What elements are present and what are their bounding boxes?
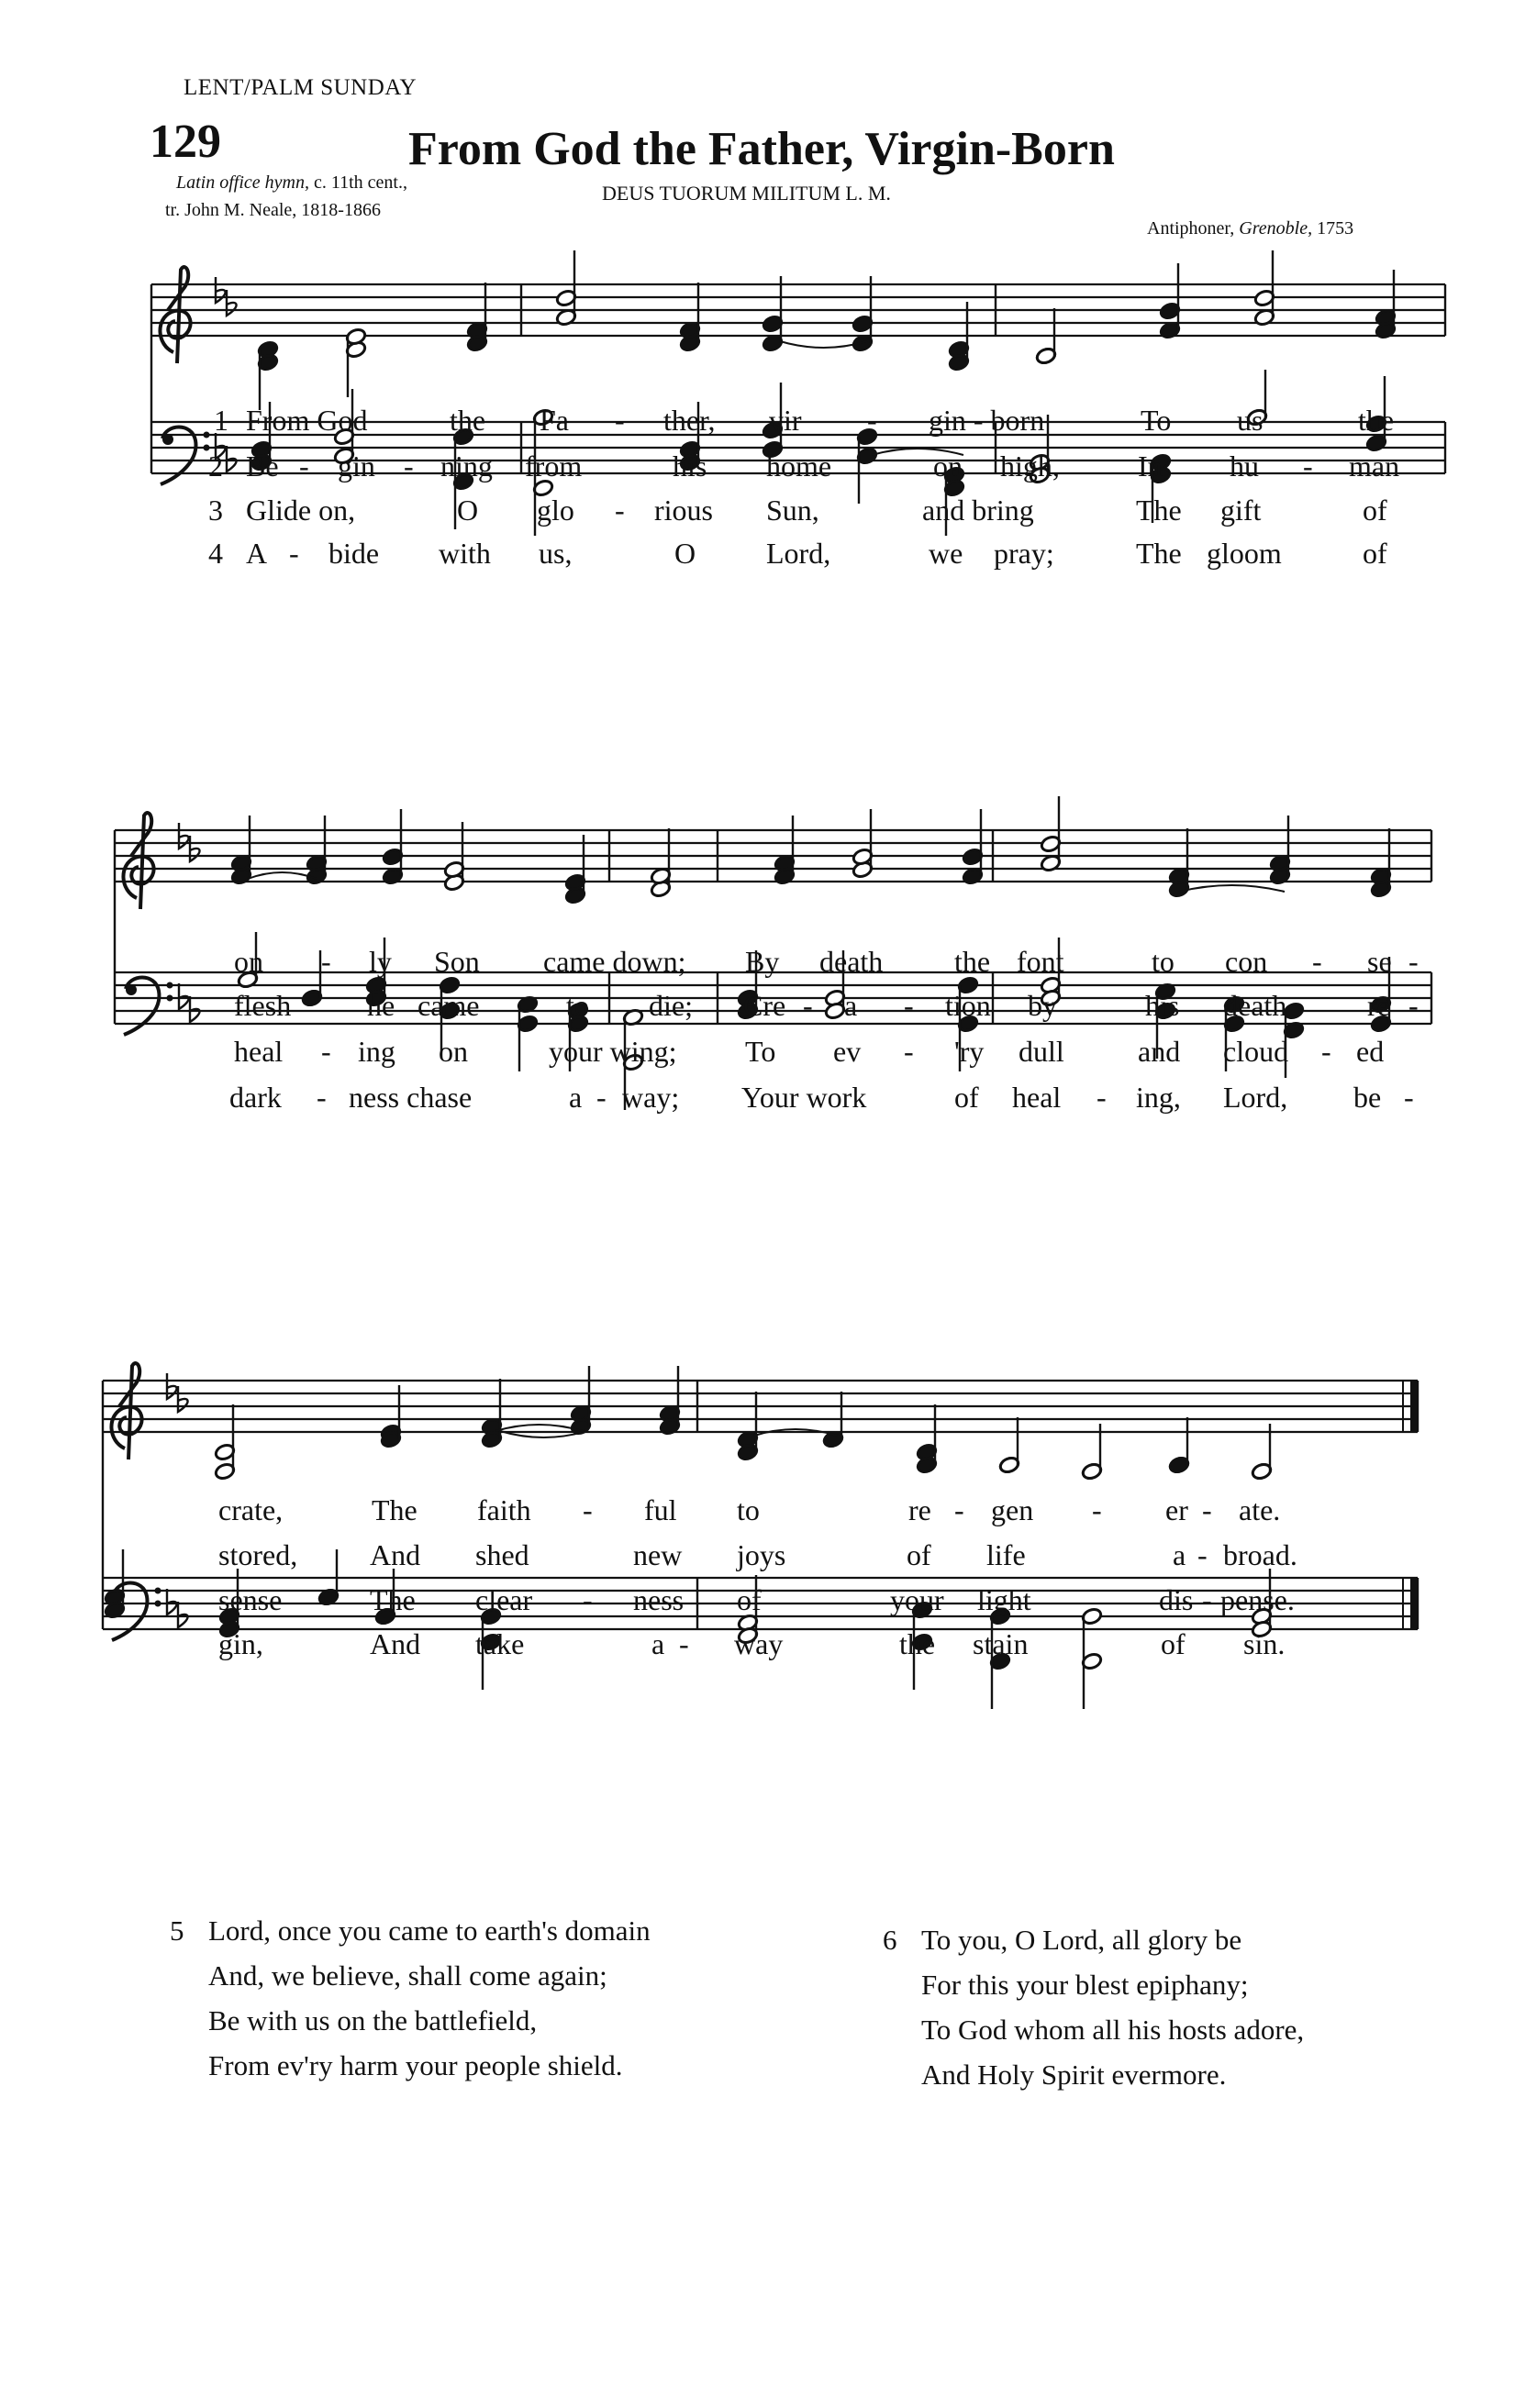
lyric-syllable: sin.	[1243, 1627, 1286, 1660]
lyric-syllable: tion	[945, 989, 991, 1022]
stanza-line: And, we believe, shall come again;	[208, 1959, 607, 1992]
stanza-5	[170, 1908, 651, 2088]
lyric-syllable: ful	[644, 1493, 677, 1526]
lyric-syllable: on	[439, 1035, 468, 1068]
lyric-syllable: ther,	[663, 404, 716, 437]
music-source-prefix: Antiphoner,	[1147, 218, 1240, 239]
lyric-syllable: of	[954, 1081, 979, 1114]
lyric-syllable: In	[1138, 449, 1163, 483]
lyric-syllable: shed	[475, 1538, 529, 1571]
lyric-syllable: The	[1136, 494, 1182, 527]
lyric-syllable: -	[1202, 1583, 1212, 1616]
stanza-6	[883, 1917, 1304, 2097]
music-source-place: Grenoble,	[1239, 218, 1313, 239]
lyric-syllable: way	[734, 1627, 784, 1660]
lyric-syllable: hu	[1230, 449, 1259, 483]
stanza-number: 6	[883, 1924, 897, 1956]
stanza-line: For this your blest epiphany;	[921, 1969, 1249, 2001]
lyric-syllable: glo	[537, 494, 574, 527]
lyric-syllable: to	[566, 989, 589, 1022]
lyric-syllable: -	[321, 945, 331, 978]
tie	[1179, 885, 1285, 892]
stanza-line: Be with us on the battlefield,	[208, 2004, 538, 2036]
lyric-syllable: -	[1092, 1493, 1102, 1526]
lyric-syllable: ning	[440, 449, 493, 483]
lyric-syllable: we	[929, 537, 963, 570]
lyric-syllable: way;	[622, 1081, 680, 1114]
lyric-syllable: stored,	[218, 1538, 298, 1571]
lyric-syllable: -	[583, 1583, 593, 1616]
stanza-line: To God whom all his hosts adore,	[921, 2014, 1305, 2046]
treble-clef	[160, 267, 190, 363]
lyric-syllable: -	[867, 404, 877, 437]
treble-clef	[123, 813, 153, 909]
lyric-syllable: 3	[208, 494, 223, 527]
final-barline	[1410, 1381, 1417, 1432]
lyric-syllable: -	[1408, 945, 1419, 978]
lyric-syllable: his	[1145, 989, 1180, 1022]
lyric-syllable: -	[904, 989, 914, 1022]
lyric-syllable: pray;	[994, 537, 1054, 570]
lyric-syllable: ness	[633, 1583, 685, 1616]
lyric-syllable: -	[321, 1035, 331, 1068]
lyric-syllable: -	[1312, 945, 1322, 978]
lyric-syllable: of	[1161, 1627, 1186, 1660]
lyric-syllable: 2	[208, 449, 223, 483]
lyric-syllable: ness chase	[349, 1081, 473, 1114]
lyric-syllable: O	[457, 494, 479, 527]
lyric-syllable: the	[899, 1627, 936, 1660]
translator-credit: tr. John M. Neale, 1818-1866	[165, 200, 381, 220]
lyric-syllable: stain	[973, 1627, 1029, 1660]
lyric-syllable: ev	[833, 1035, 862, 1068]
lyric-syllable: the	[450, 404, 486, 437]
stanza-line: From ev'ry harm your people shield.	[208, 2049, 623, 2081]
lyric-syllable: gin	[338, 449, 375, 483]
lyric-syllable: 'ry	[954, 1035, 985, 1068]
flat-sign	[216, 277, 226, 303]
lyric-syllable: of	[1363, 494, 1387, 527]
lyric-syllable: from	[525, 449, 583, 483]
lyric-syllable: Son	[434, 945, 480, 978]
lyric-syllable: -	[954, 1493, 964, 1526]
stanza-line: 5 Lord, once you came to earth's domain	[170, 1908, 651, 1953]
lyric-syllable: -	[1197, 1538, 1208, 1571]
lyric-syllable: flesh	[234, 989, 292, 1022]
lyric-syllable: 1	[214, 404, 228, 437]
lyric-syllable: a	[651, 1627, 665, 1660]
lyric-syllable: -	[1321, 1035, 1331, 1068]
lyric-syllable: be	[1353, 1081, 1382, 1114]
lyric-syllable: the	[1358, 404, 1395, 437]
lyric-syllable: The	[370, 1583, 416, 1616]
lyric-syllable: of	[1363, 537, 1387, 570]
stanza-number: 5	[170, 1914, 184, 1947]
text-source-date: c. 11th cent.,	[308, 172, 407, 193]
lyric-syllable: -	[317, 1081, 327, 1114]
stanza-line: 6 To you, O Lord, all glory be	[883, 1917, 1304, 1962]
lyric-syllable: us,	[539, 537, 573, 570]
lyric-syllable: ly	[369, 945, 392, 978]
lyric-syllable: of	[737, 1583, 762, 1616]
lyric-syllable: came	[417, 989, 480, 1022]
flat-sign	[178, 1386, 188, 1412]
lyric-syllable: dark	[229, 1081, 282, 1114]
lyric-syllable: er	[1165, 1493, 1188, 1526]
lyric-syllable: high,	[1000, 449, 1060, 483]
bass-clef-dot	[155, 1601, 161, 1607]
lyric-syllable: his	[673, 449, 707, 483]
flat-sign	[227, 290, 237, 316]
lyric-syllable: -	[404, 449, 414, 483]
flat-sign	[179, 983, 189, 1009]
lyric-syllable: The	[372, 1493, 417, 1526]
lyric-syllable: And	[370, 1627, 421, 1660]
lyric-syllable: From God	[246, 404, 368, 437]
lyric-syllable: -	[904, 1035, 914, 1068]
stanza-line: And Holy Spirit evermore.	[921, 2058, 1227, 2091]
lyric-syllable: death	[819, 945, 884, 978]
lyric-syllable: The	[1136, 537, 1182, 570]
lyric-syllable: font	[1017, 945, 1064, 978]
lyric-syllable: of	[907, 1538, 931, 1571]
lyric-syllable: con	[1225, 945, 1268, 978]
bass-clef-dot	[167, 995, 173, 1002]
lyric-syllable: -	[583, 1493, 593, 1526]
text-source-italic: Latin office hymn,	[176, 172, 309, 193]
treble-clef	[111, 1363, 141, 1459]
lyric-syllable: ate.	[1239, 1493, 1281, 1526]
lyric-syllable: -	[679, 1627, 689, 1660]
lyric-syllable: faith	[477, 1493, 531, 1526]
lyric-syllable: take	[475, 1627, 525, 1660]
lyric-syllable: crate,	[218, 1493, 284, 1526]
lyric-syllable: ing,	[1136, 1081, 1181, 1114]
lyric-syllable: on	[933, 449, 963, 483]
lyric-syllable: -	[1408, 989, 1419, 1022]
lyric-syllable: -	[289, 537, 299, 570]
lyric-syllable: By	[745, 945, 780, 978]
lyric-syllable: man	[1349, 449, 1400, 483]
lyric-syllable: gloom	[1207, 537, 1282, 570]
lyric-syllable: gen	[991, 1493, 1034, 1526]
lyric-syllable: rious	[654, 494, 713, 527]
lyric-syllable: dull	[1019, 1035, 1064, 1068]
lyric-syllable: die;	[649, 989, 693, 1022]
lyric-syllable: And	[370, 1538, 421, 1571]
lyric-syllable: pense.	[1220, 1583, 1295, 1616]
lyric-syllable: -	[1097, 1081, 1107, 1114]
lyric-syllable: vir	[769, 404, 802, 437]
lyric-syllable: sense	[218, 1583, 283, 1616]
flat-sign	[178, 1602, 188, 1627]
lyric-syllable: re	[908, 1493, 931, 1526]
lyric-syllable: ed	[1356, 1035, 1385, 1068]
flat-sign	[190, 996, 200, 1022]
lyric-syllable: Fa	[540, 404, 569, 437]
lyric-syllable: and	[1138, 1035, 1181, 1068]
lyric-syllable: by	[1028, 989, 1057, 1022]
lyric-syllable: Glide on,	[246, 494, 356, 527]
lyric-syllable: your	[890, 1583, 944, 1616]
lyric-syllable: life	[986, 1538, 1026, 1571]
lyric-syllable: -	[299, 449, 309, 483]
lyric-syllable: se	[1367, 945, 1392, 978]
lyric-syllable: light	[977, 1583, 1031, 1616]
lyric-syllable: death	[1223, 989, 1287, 1022]
lyric-syllable: he	[367, 989, 395, 1022]
lyric-syllable: A	[246, 537, 268, 570]
lyric-syllable: -	[1404, 1081, 1414, 1114]
lyric-syllable: -	[803, 989, 813, 1022]
lyric-syllable: dis	[1159, 1583, 1194, 1616]
lyric-syllable: gift	[1220, 494, 1262, 527]
bass-clef-dot	[155, 1588, 161, 1594]
lyric-syllable: broad.	[1223, 1538, 1297, 1571]
lyric-syllable: clear	[475, 1583, 533, 1616]
lyric-syllable: -	[596, 1081, 607, 1114]
lyric-syllable: 4	[208, 537, 223, 570]
lyric-syllable: To	[745, 1035, 776, 1068]
flat-sign	[179, 823, 189, 849]
lyric-syllable: to	[737, 1493, 760, 1526]
lyric-syllable: to	[1152, 945, 1174, 978]
lyric-syllable: re	[1367, 989, 1390, 1022]
lyric-syllable: ing	[358, 1035, 395, 1068]
lyric-syllable: gin - born	[929, 404, 1045, 437]
lyric-syllable: bide	[328, 537, 380, 570]
lyric-syllable: heal	[1012, 1081, 1062, 1114]
lyric-syllable: Cre	[743, 989, 786, 1022]
lyric-syllable: Your work	[741, 1081, 867, 1114]
lyric-syllable: Lord,	[766, 537, 831, 570]
music-source-year: 1753	[1312, 218, 1354, 239]
lyric-syllable: your wing;	[549, 1035, 677, 1068]
lyric-syllable: Be	[246, 449, 279, 483]
lyric-syllable: a	[569, 1081, 583, 1114]
lyric-syllable: heal	[234, 1035, 284, 1068]
lyric-syllable: joys	[737, 1538, 786, 1571]
hymn-title: From God the Father, Virgin-Born	[408, 123, 1115, 175]
lyric-syllable: a	[844, 989, 858, 1022]
lyric-syllable: -	[615, 404, 625, 437]
lyric-syllable: -	[615, 494, 625, 527]
bass-clef-dot	[204, 432, 210, 438]
lyric-syllable: Lord,	[1223, 1081, 1288, 1114]
lyric-syllable: and bring	[922, 494, 1034, 527]
flat-sign	[167, 1589, 177, 1615]
tie	[495, 1425, 583, 1431]
lyric-syllable: new	[633, 1538, 683, 1571]
lyric-syllable: home	[766, 449, 832, 483]
lyric-syllable: a	[1173, 1538, 1186, 1571]
lyric-syllable: -	[1303, 449, 1313, 483]
final-barline	[1410, 1578, 1417, 1629]
bass-clef-dot	[167, 982, 173, 989]
lyric-syllable: gin,	[218, 1627, 263, 1660]
flat-sign	[167, 1373, 177, 1399]
lyric-syllable: -	[1202, 1493, 1212, 1526]
lyric-syllable: on	[234, 945, 263, 978]
bass-clef-dot	[126, 984, 137, 995]
lyric-syllable: with	[439, 537, 491, 570]
bass-clef-dot	[162, 434, 173, 445]
lyric-syllable: To	[1141, 404, 1172, 437]
lyric-syllable: Sun,	[766, 494, 819, 527]
hymn-number: 129	[150, 116, 221, 168]
flat-sign	[190, 836, 200, 861]
tune-name: DEUS TUORUM MILITUM L. M.	[602, 182, 891, 205]
lyric-syllable: us	[1237, 404, 1264, 437]
lyric-syllable: O	[674, 537, 696, 570]
lyric-syllable: the	[954, 945, 991, 978]
season-heading: LENT/PALM SUNDAY	[184, 75, 417, 100]
lyric-syllable: came down;	[543, 945, 686, 978]
lyric-syllable: cloud	[1223, 1035, 1289, 1068]
tie	[248, 872, 317, 879]
flat-sign	[227, 446, 237, 472]
